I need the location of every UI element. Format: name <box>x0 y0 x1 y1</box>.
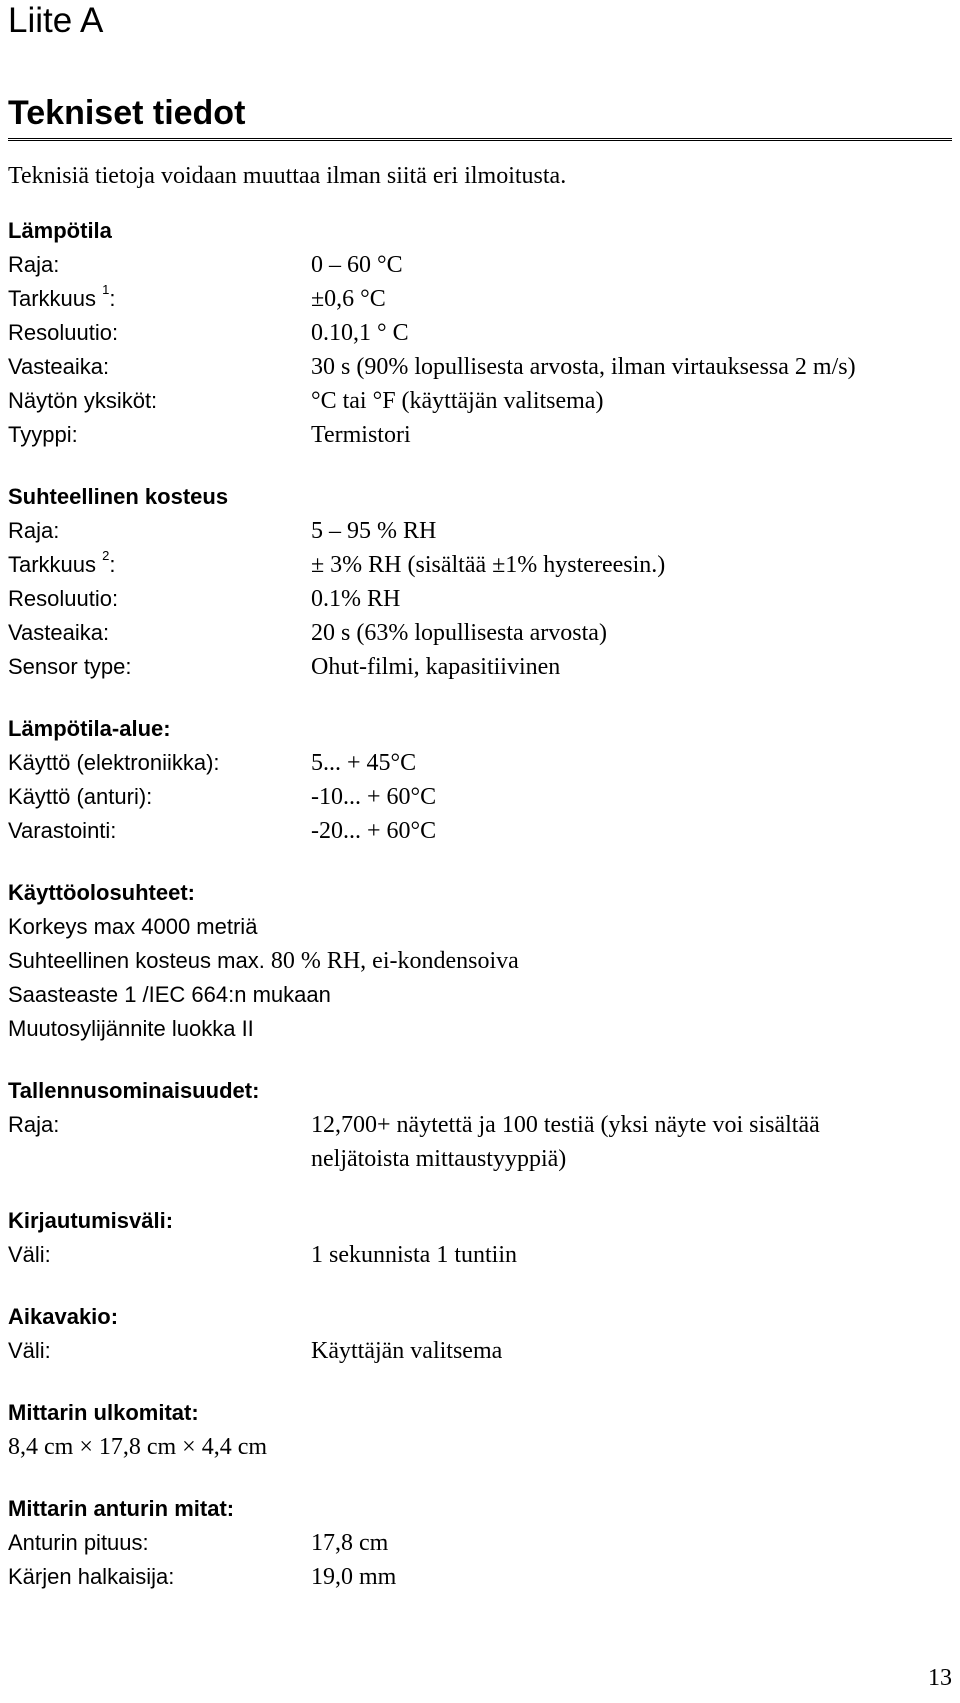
operating-line <box>8 944 952 978</box>
label-colon: : <box>109 552 116 577</box>
line-part: Suhteellinen kosteus max. <box>8 948 265 973</box>
spec-row <box>8 384 952 418</box>
spec-row <box>8 1526 952 1560</box>
spec-label: Kärjen halkaisija: <box>8 1564 175 1589</box>
spec-content <box>8 214 952 1622</box>
spec-value: 1 sekunnista 1 tuntiin <box>311 1242 517 1268</box>
spec-value: 5... + 45°C <box>311 750 417 776</box>
section-heading: Mittarin ulkomitat: <box>8 1400 199 1425</box>
spec-row <box>8 1560 952 1594</box>
label-colon: : <box>109 286 116 311</box>
section-heading: Kirjautumisväli: <box>8 1208 174 1233</box>
spec-value: -10... + 60°C <box>311 784 437 810</box>
dimensions-value: 8,4 cm × 17,8 cm × 4,4 cm <box>8 1434 268 1460</box>
spec-value: Käyttäjän valitsema <box>311 1338 503 1364</box>
spec-value: Ohut-filmi, kapasitiivinen <box>311 654 561 680</box>
spec-label <box>8 548 311 582</box>
section-heading: Lämpötila-alue: <box>8 716 171 741</box>
section-heading: Mittarin anturin mitat: <box>8 1496 235 1521</box>
page-title: Tekniset tiedot <box>8 94 246 132</box>
spec-value: 20 s (63% lopullisesta arvosta) <box>311 620 607 646</box>
spec-value: 0.1% RH <box>311 586 401 612</box>
line-part: 80 % RH, ei-kondensoiva <box>264 948 519 974</box>
spec-value: 12,700+ näytettä ja 100 testiä (yksi näyte voi sisältää neljätoista mittaustyyppiä) <box>311 1112 820 1172</box>
spec-label: Käyttö (elektroniikka): <box>8 750 220 775</box>
spec-value: ±0,6 °C <box>311 286 386 312</box>
spec-row <box>8 548 952 582</box>
spec-row <box>8 746 952 780</box>
footnote-marker: 1 <box>102 282 110 297</box>
spec-row <box>8 418 952 452</box>
spec-label: Väli: <box>8 1338 51 1363</box>
section-heading: Tallennusominaisuudet: <box>8 1078 260 1103</box>
spec-label: Tyyppi: <box>8 422 78 447</box>
time-constant-section <box>8 1300 952 1368</box>
meter-dimensions-section <box>8 1396 952 1464</box>
spec-value: 30 s (90% lopullisesta arvosta, ilman virtauksessa 2 m/s) <box>311 354 856 380</box>
spec-row <box>8 350 952 384</box>
spec-row <box>8 316 952 350</box>
spec-row <box>8 650 952 684</box>
spec-row <box>8 780 952 814</box>
section-heading: Aikavakio: <box>8 1304 119 1329</box>
probe-dimensions-section <box>8 1492 952 1594</box>
temperature-section <box>8 214 952 452</box>
spec-value: °C tai °F (käyttäjän valitsema) <box>311 388 604 414</box>
title-divider <box>8 138 952 141</box>
operating-section <box>8 876 952 1046</box>
spec-row <box>8 582 952 616</box>
spec-label: Vasteaika: <box>8 354 110 379</box>
spec-value: 17,8 cm <box>311 1530 389 1556</box>
label-text: Tarkkuus <box>8 552 97 577</box>
logging-section <box>8 1204 952 1272</box>
spec-row <box>8 814 952 848</box>
spec-row <box>8 1334 952 1368</box>
temp-range-section <box>8 712 952 848</box>
spec-row <box>8 514 952 548</box>
humidity-section <box>8 480 952 684</box>
spec-label: Vasteaika: <box>8 620 110 645</box>
spec-label: Raja: <box>8 252 60 277</box>
section-heading: Käyttöolosuhteet: <box>8 880 195 905</box>
spec-label: Resoluutio: <box>8 586 119 611</box>
operating-line: Korkeys max 4000 metriä <box>8 914 258 939</box>
appendix-title: Liite A <box>8 1 104 40</box>
disclaimer-note: Teknisiä tietoja voidaan muuttaa ilman siitä eri ilmoitusta. <box>8 163 567 189</box>
spec-value: 0 – 60 °C <box>311 252 403 278</box>
section-heading: Suhteellinen kosteus <box>8 484 229 509</box>
spec-value: Termistori <box>311 422 411 448</box>
spec-value: 0.10,1 ° C <box>311 320 409 346</box>
spec-label: Raja: <box>8 1112 60 1137</box>
section-heading: Lämpötila <box>8 218 112 243</box>
spec-label: Näytön yksiköt: <box>8 388 158 413</box>
spec-label: Raja: <box>8 518 60 543</box>
spec-value: 19,0 mm <box>311 1564 397 1590</box>
spec-row <box>8 1238 952 1272</box>
page-number: 13 <box>928 1665 952 1691</box>
spec-label: Varastointi: <box>8 818 117 843</box>
spec-label: Anturin pituus: <box>8 1530 149 1555</box>
spec-label: Väli: <box>8 1242 51 1267</box>
label-text: Tarkkuus <box>8 286 97 311</box>
spec-label: Resoluutio: <box>8 320 119 345</box>
spec-row <box>8 282 952 316</box>
operating-line: Muutosylijännite luokka II <box>8 1016 254 1041</box>
spec-value: -20... + 60°C <box>311 818 437 844</box>
spec-value: 5 – 95 % RH <box>311 518 437 544</box>
spec-row <box>8 248 952 282</box>
spec-label <box>8 282 311 316</box>
storage-features-section <box>8 1074 952 1176</box>
footnote-marker: 2 <box>102 548 110 563</box>
spec-value: ± 3% RH (sisältää ±1% hystereesin.) <box>311 552 666 578</box>
spec-label: Sensor type: <box>8 654 132 679</box>
spec-label: Käyttö (anturi): <box>8 784 153 809</box>
spec-row <box>8 616 952 650</box>
spec-row <box>8 1108 952 1176</box>
operating-line: Saasteaste 1 /IEC 664:n mukaan <box>8 982 331 1007</box>
